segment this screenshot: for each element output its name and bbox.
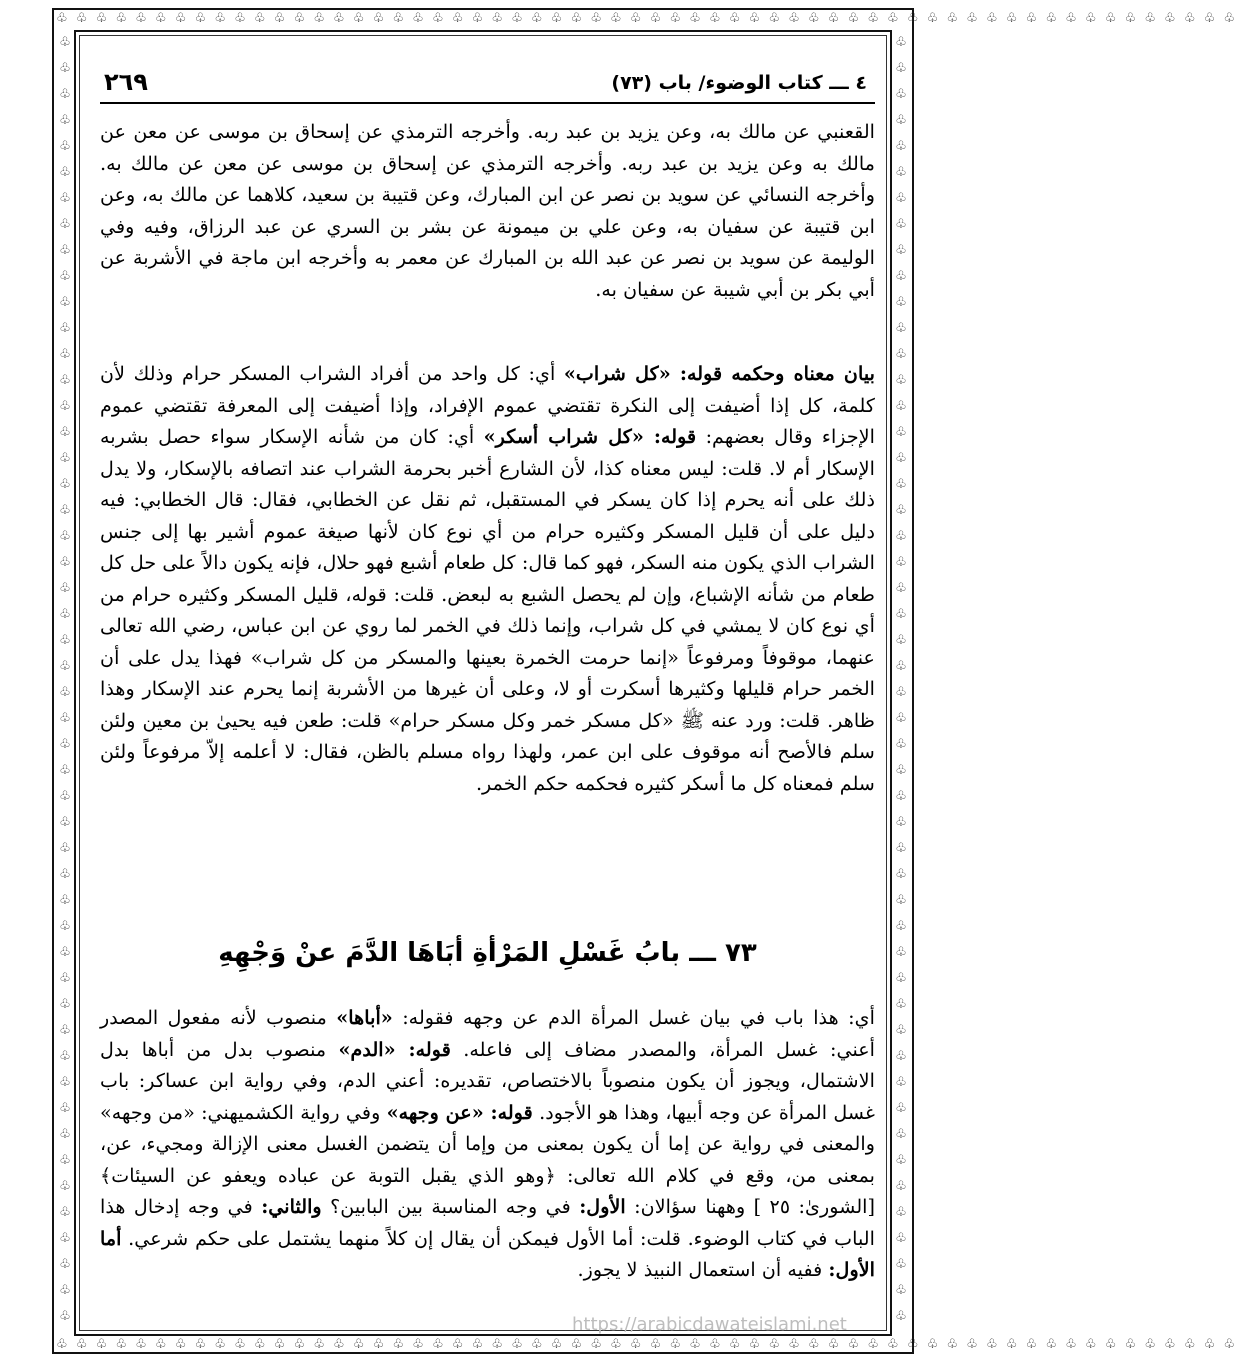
bottom-ornament-band: ♧ ♧ ♧ ♧ ♧ ♧ ♧ ♧ ♧ ♧ ♧ ♧ ♧ ♧ ♧ ♧ ♧ ♧ ♧ ♧ ♧ ♧ ♧ ♧ ♧ ♧ ♧ ♧ ♧ ♧ ♧ ♧ ♧ ♧ ♧ ♧ ♧ ♧ ♧ ♧ ♧ ♧ ♧ ♧ ♧ ♧ ♧ ♧ ♧ ♧ ♧ ♧ ♧ ♧ ♧ ♧ ♧ ♧ ♧ ♧: [56, 1337, 1237, 1352]
text-run: أي: هذا باب في بيان غسل المرأة الدم عن وجهه فقوله:: [392, 1006, 875, 1029]
top-ornament-band: ♧ ♧ ♧ ♧ ♧ ♧ ♧ ♧ ♧ ♧ ♧ ♧ ♧ ♧ ♧ ♧ ♧ ♧ ♧ ♧ ♧ ♧ ♧ ♧ ♧ ♧ ♧ ♧ ♧ ♧ ♧ ♧ ♧ ♧ ♧ ♧ ♧ ♧ ♧ ♧ ♧ ♧ ♧ ♧ ♧ ♧ ♧ ♧ ♧ ♧ ♧ ♧ ♧ ♧ ♧ ♧ ♧ ♧ ♧ ♧: [56, 11, 1237, 26]
quoted-phrase: قوله: «عن وجهه»: [386, 1100, 533, 1124]
text-run: وفي رواية الكشميهني: «من وجهه» والمعنى في رواية عن إما أن يكون بمعنى من وإما أن يتضمن الغسل معنى الإزالة ومجيء، عن، بمعنى من، وقع في كلام الله تعالى: ﴿وهو الذي يقبل التوبة عن عباده ويعفو عن السيئات﴾ [الشورىٰ: ٢٥ ] وههنا سؤالان:: [100, 1100, 875, 1218]
text-run: في وجه المناسبة بين البابين؟: [321, 1195, 580, 1218]
page-number: ٢٦٩: [104, 68, 148, 96]
text-run: أي: كل واحد من أفراد الشراب المسكر حرام وذلك لأن كلمة، كل إذا أضيفت إلى النكرة تقتضي عموم الإفراد، وإذا أضيفت إلى المعرفة تقتضي عموم الإجزاء وقال بعضهم:: [100, 362, 876, 448]
quoted-phrase: قوله: «كل شراب أسكر»: [483, 425, 697, 448]
paragraph-takhrij: [100, 116, 875, 305]
text-run: ففيه أن استعمال النبيذ لا يجوز.: [577, 1258, 829, 1281]
paragraph-chapter-body: [100, 1002, 875, 1286]
paragraph-explanation: [100, 358, 875, 799]
paragraph-text: [100, 1002, 875, 1286]
quoted-phrase: الأول:: [579, 1195, 626, 1218]
chapter-title: ٧٣ ـــ بابُ غَسْلِ المَرْأةِ أبَاهَا الدَّمَ عنْ وَجْهِهِ: [218, 938, 757, 968]
quoted-phrase: قوله: «الدم»: [338, 1037, 451, 1061]
text-run: في وجه إدخال هذا الباب في كتاب الوضوء. قلت: أما الأول فيمكن أن يقال إن كلاً منهما يشتمل على حكم شرعي.: [100, 1195, 875, 1250]
chapter-heading: ٤ ـــ كتاب الوضوء/ باب (٧٣): [611, 72, 867, 94]
text-run: منصوب لأنه مفعول المصدر أعني: غسل المرأة، والمصدر مضاف إلى فاعله.: [100, 1006, 876, 1061]
running-header: [100, 66, 875, 104]
paragraph-text: القعنبي عن مالك به، وعن يزيد بن عبد ربه. وأخرجه الترمذي عن إسحاق بن موسى عن معن عن مالك به وعن يزيد بن عبد ربه. وأخرجه الترمذي عن إسحاق بن موسى عن معن عن مالك به. وأخرجه النسائي عن سويد بن نصر عن ابن المبارك، وعن قتيبة بن سعيد، كلاهما عن مالك به، وعن ابن قتيبة عن سفيان به، وعن علي بن ميمونة عن بشر بن السري عن عبد الرزاق، وفيه وفي الوليمة عن سويد بن نصر عن عبد الله بن المبارك عن معمر به وأخرجه ابن ماجة في الأشربة عن أبي بكر بن أبي شيبة عن سفيان به.: [100, 120, 875, 301]
quoted-phrase: «أباها»: [336, 1006, 393, 1029]
text-run: أي: كان من شأنه الإسكار سواء حصل بشربه الإسكار أم لا. قلت: ليس معناه كذا، لأن الشارع أخبر بحرمة الشراب عند اتصافه بالإسكار، ولا يدل ذلك على أنه يحرم إذا كان يسكر في المستقبل، ثم نقل عن الخطابي، فقال: قال الخطابي: فيه دليل على أن قليل المسكر وكثيره حرام من أي نوع كان لأنها صيغة عموم أشير بها إلى جنس الشراب الذي يكون منه السكر، فهو كما قال: كل طعام أشبع فهو حلال، فإنه يكون دالاً على حل كل طعام من شأنه الإشباع، وإن لم يحصل الشبع به لبعض. قلت: قوله، قليل المسكر وكثيره حرام من أي نوع كان لا يمشي في كل شراب، وإنما ذلك في الخمر لما روي عن ابن عباس، رضي الله تعالى عنهما، موقوفاً ومرفوعاً «إنما حرمت الخمرة بعينها والمسكر من كل شراب» فهذا يدل على أن الخمر حرام قليلها وكثيرها أسكرت أو لا، وعلى أن غيرها من الأشربة إنما يحرم عند الإسكار وهذا ظاهر. قلت: ورد عنه ﷺ «كل مسكر خمر وكل مسكر حرام» قلت: طعن فيه يحيىٰ بن معين ولئن سلم فالأصح أنه موقوف على ابن عمر، ولهذا رواه مسلم بالظن، فقال: لا أعلمه إلاّ مرفوعاً ولئن سلم فمعناه كل ما أسكر كثيره فحكمه حكم الخمر.: [100, 425, 875, 795]
right-ornament-band: ♧♧♧♧♧♧♧♧♧♧♧♧♧♧♧♧♧♧♧♧♧♧♧♧♧♧♧♧♧♧♧♧♧♧♧♧♧♧♧♧♧♧♧♧♧♧♧♧♧♧: [895, 35, 907, 1324]
quoted-phrase: أما الأول:: [100, 1226, 875, 1281]
left-ornament-band: ♧♧♧♧♧♧♧♧♧♧♧♧♧♧♧♧♧♧♧♧♧♧♧♧♧♧♧♧♧♧♧♧♧♧♧♧♧♧♧♧♧♧♧♧♧♧♧♧♧♧: [59, 35, 71, 1324]
lead-phrase: بيان معناه وحكمه قوله: «كل شراب»: [563, 362, 876, 385]
paragraph-text: [100, 358, 875, 799]
quoted-phrase: والثاني:: [261, 1195, 322, 1218]
text-run: منصوب بدل من أباها بدل الاشتمال، ويجوز أن يكون منصوباً بالاختصاص، تقديره: أعني الدم، وفي رواية ابن عساكر: باب غسل المرأة عن وجه أبيها، وهذا هو الأجود.: [100, 1037, 876, 1124]
watermark-url: https://arabicdawateislami.net: [572, 1314, 847, 1335]
